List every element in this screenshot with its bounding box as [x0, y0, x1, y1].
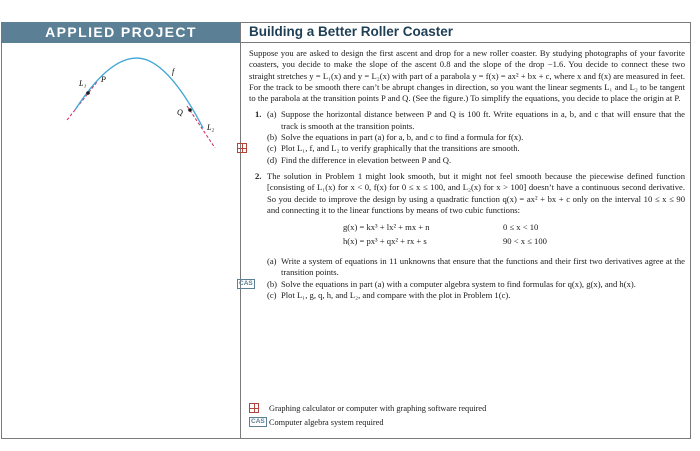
part-item	[267, 132, 685, 143]
graphing-icon	[237, 143, 247, 153]
problem-1	[249, 109, 685, 165]
point-Q	[188, 108, 192, 112]
column-divider	[240, 22, 241, 439]
legend-row	[249, 416, 486, 430]
label-L1: L₁	[79, 79, 87, 88]
title-bar	[241, 22, 691, 43]
icon-legend	[249, 402, 486, 430]
equation-domain: 90 < x ≤ 100	[503, 236, 547, 247]
label-Q: Q	[177, 108, 183, 117]
part-tag: (c)	[267, 143, 277, 154]
parts-list	[267, 109, 685, 165]
legend-text: Graphing calculator or computer with graphing software required	[269, 404, 487, 413]
equation-lhs: h(x) = px³ + qx² + rx + s	[343, 236, 427, 247]
part-text: Solve the equations in part (a) with a computer algebra system to find formulas for q(x), g(x), and h(x).	[281, 278, 636, 289]
equation-block	[343, 222, 685, 250]
point-P	[86, 91, 90, 95]
part-tag: (a)	[267, 109, 277, 120]
parts-list	[239, 256, 685, 301]
label-L2: L₂	[207, 123, 215, 132]
part-tag: (c)	[267, 290, 277, 301]
graphing-icon	[249, 403, 259, 413]
problem-2	[239, 170, 685, 301]
part-item	[267, 155, 685, 166]
part-text: Write a system of equations in 11 unknowns that ensure that the functions and their first two derivatives agree at the transition points.	[281, 256, 685, 278]
roller-coaster-figure	[55, 48, 235, 148]
cas-icon: CAS	[239, 279, 253, 287]
part-tag: (a)	[267, 256, 277, 267]
section-label: APPLIED PROJECT	[45, 24, 197, 40]
problem-number: 1.	[255, 109, 262, 120]
part-text: Find the difference in elevation between P and Q.	[281, 154, 452, 165]
part-item	[267, 290, 685, 301]
label-f: f	[172, 67, 175, 76]
part-tag: (b)	[267, 132, 278, 143]
problem-text: The solution in Problem 1 might look smooth, but it might not feel smooth because the piecewise defined function [consisting of L₁(x) for x < 0, f(x) for 0 ≤ x ≤ 100, and L₂(x) for x > 100] doesn’t have a continuous second derivative. So you decide to improve the design by using a quadratic function q(x) = ax² + bx + c only on the interval 10 ≤ x ≤ 90 and connecting it to the linear functions by means of two cubic functions:	[267, 170, 685, 215]
part-item	[267, 109, 685, 132]
legend-row	[249, 402, 486, 416]
equation-row	[343, 236, 685, 250]
legend-text: Computer algebra system required	[269, 418, 384, 427]
parabola-f	[75, 58, 203, 128]
part-tag: (d)	[267, 154, 278, 165]
label-P: P	[101, 75, 106, 84]
part-item	[267, 143, 685, 154]
part-text: Solve the equations in part (a) for a, b, and c to find a formula for f(x).	[281, 132, 524, 143]
part-text: Plot L₁, g, q, h, and L₂, and compare with the plot in Problem 1(c).	[281, 290, 511, 301]
part-text: Suppose the horizontal distance between P and Q is 100 ft. Write equations in a, b, and c that will ensure that the track is smooth at the transition points.	[281, 109, 685, 131]
problem-number: 2.	[255, 170, 262, 181]
part-tag: (b)	[267, 278, 278, 289]
equation-row	[343, 222, 685, 236]
equation-domain: 0 ≤ x < 10	[503, 222, 539, 233]
part-item	[239, 278, 685, 290]
equation-lhs: g(x) = kx³ + lx² + mx + n	[343, 222, 430, 233]
section-banner	[1, 22, 241, 43]
part-text: Plot L₁, f, and L₂ to verify graphically that the transitions are smooth.	[281, 143, 520, 154]
project-content	[239, 48, 685, 301]
cas-icon: CAS	[251, 418, 265, 425]
part-item	[267, 256, 685, 279]
intro-paragraph: Suppose you are asked to design the first ascent and drop for a new roller coaster. By studying photographs of your favorite coasters, you decide to make the slope of the ascent 0.8 and the slope of the drop −1.6. You decide to connect these two straight stretches y = L₁(x) and y = L₂(x) with part of a parabola y = f(x) = ax² + bx + c, where x and f(x) are measured in feet. For the track to be smooth there can’t be abrupt changes in direction, so you want the linear segments L₁ and L₂ to be tangent to the parabola at the transition points P and Q. (See the figure.) To simplify the equations, you decide to place the origin at P.	[249, 48, 685, 104]
page-title: Building a Better Roller Coaster	[249, 24, 454, 39]
